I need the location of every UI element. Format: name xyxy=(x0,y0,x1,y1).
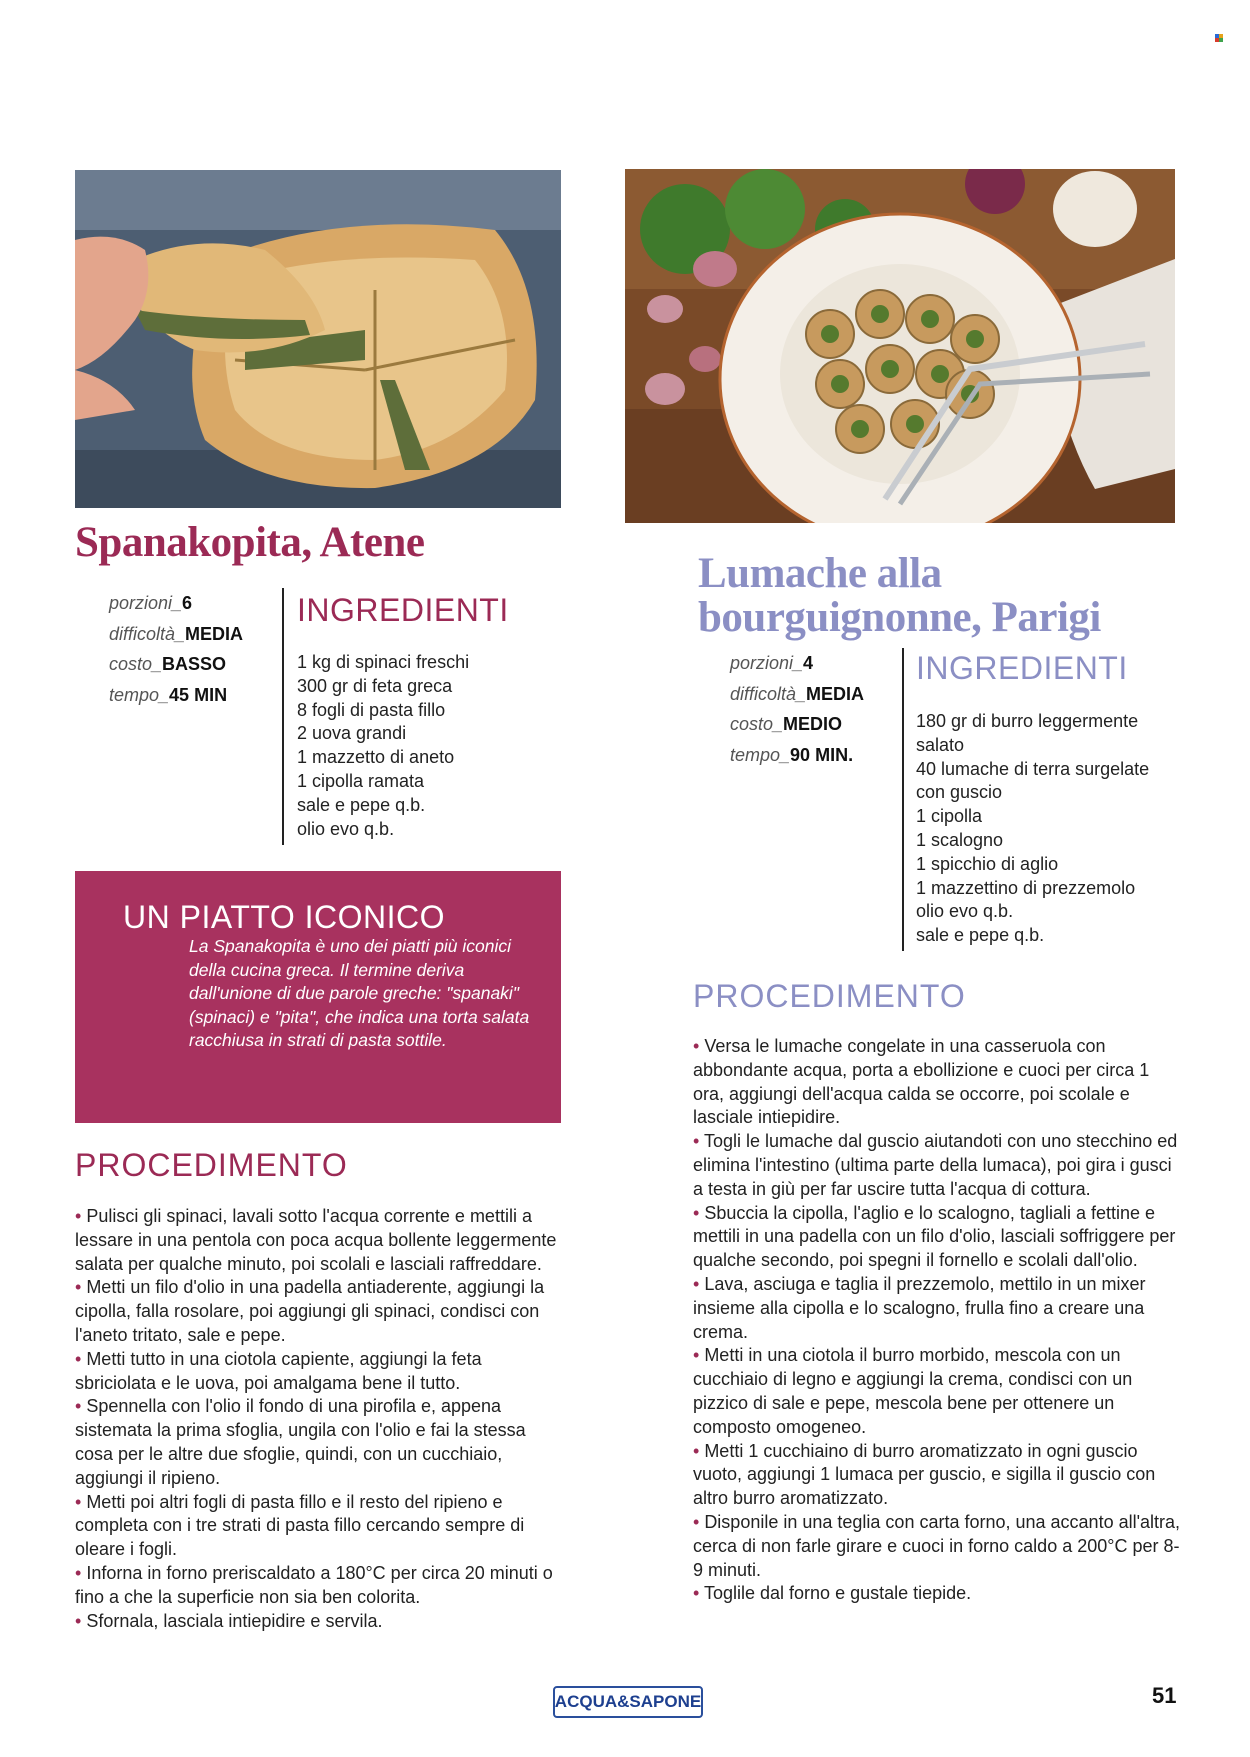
bullet-icon: • xyxy=(693,1036,705,1056)
procedure-step: • Toglile dal forno e gustale tiepide. xyxy=(693,1583,972,1604)
ingredient-item: olio evo q.b. xyxy=(916,901,1014,922)
bullet-icon: • xyxy=(693,1131,704,1152)
info-row-porzioni: porzioni_4 xyxy=(730,653,814,673)
bullet-icon: • xyxy=(693,1345,705,1366)
bullet-icon: • xyxy=(75,1348,87,1369)
ingredient-item: salato xyxy=(916,734,965,755)
ingredient-item: sale e pepe q.b. xyxy=(916,925,1045,946)
procedure-step: • Sfornala, lasciala intiepidire e servila. xyxy=(75,1610,383,1631)
left-procedure-list xyxy=(75,1205,565,1633)
bullet-icon: • xyxy=(693,1273,705,1294)
bullet-icon: • xyxy=(75,1610,87,1631)
procedure-step: • Togli le lumache dal guscio aiutandoti con uno stecchino ed elimina l'intestino (ultima parte della lumaca), poi gira i gusci a testa in giù per far uscire tutta l'acqua di cottura. xyxy=(693,1131,1178,1199)
right-ingredients-list xyxy=(916,710,1149,948)
right-procedure-list xyxy=(693,1035,1183,1606)
info-row-difficolta: difficoltà_MEDIA xyxy=(730,683,865,704)
ingredient-item: 1 scalogno xyxy=(916,829,1004,850)
bullet-icon: • xyxy=(75,1562,87,1583)
right-recipe-info xyxy=(730,648,864,770)
ingredient-item: 1 cipolla ramata xyxy=(297,770,425,791)
procedure-step: • Lava, asciuga e taglia il prezzemolo, mettilo in un mixer insieme alla cipolla e lo scalogno, frulla fino a creare una crema. xyxy=(693,1273,1146,1342)
left-ingredients-divider xyxy=(282,588,284,845)
right-ingredients-heading: INGREDIENTI xyxy=(916,650,1128,686)
bullet-icon: • xyxy=(693,1440,705,1461)
right-procedure-heading: PROCEDIMENTO xyxy=(693,978,966,1014)
ingredient-item: 180 gr di burro leggermente xyxy=(916,711,1139,731)
ingredient-item: 300 gr di feta greca xyxy=(297,675,453,696)
left-recipe-title: Spanakopita, Atene xyxy=(75,519,425,566)
ingredient-item: 1 cipolla xyxy=(916,806,983,827)
right-title-line-2: bourguignonne, Parigi xyxy=(698,594,1101,641)
lumache-photo xyxy=(625,169,1175,523)
left-procedure-heading: PROCEDIMENTO xyxy=(75,1147,348,1183)
procedure-step: • Pulisci gli spinaci, lavali sotto l'acqua corrente e mettili a lessare in una pentola con poca acqua bollente leggermente salata per qualche minuto, poi scolali e lasciali raffreddare. xyxy=(75,1206,557,1274)
procedure-step: • Inforna in forno preriscaldato a 180°C per circa 20 minuti o fino a che la superficie non sia ben colorita. xyxy=(75,1562,553,1607)
bullet-icon: • xyxy=(75,1491,87,1512)
bullet-icon: • xyxy=(693,1202,705,1223)
info-row-costo: costo_BASSO xyxy=(109,654,227,674)
iconic-dish-box xyxy=(75,871,561,1123)
ingredient-item: 1 kg di spinaci freschi xyxy=(297,652,470,672)
right-recipe-title xyxy=(698,552,1198,640)
info-row-tempo: tempo_90 MIN. xyxy=(730,744,854,765)
bullet-icon: • xyxy=(75,1277,87,1298)
procedure-step: • Metti 1 cucchiaino di burro aromatizzato in ogni guscio vuoto, aggiungi 1 lumaca per guscio, e sigilla il guscio con altro burro aromatizzato. xyxy=(693,1440,1156,1509)
procedure-step: • Sbuccia la cipolla, l'aglio e lo scalogno, tagliali a fettine e mettili in una padella con un filo d'olio, lasciali soffriggere per qualche secondo, poi spegni il fornello e scolali dall'olio. xyxy=(693,1202,1176,1271)
procedure-step: • Versa le lumache congelate in una casseruola con abbondante acqua, porta a ebollizione e cuoci per circa 1 ora, aggiungi dell'acqua calda se occorre, poi scolale e lasciale intiepidire. xyxy=(693,1036,1150,1128)
info-row-porzioni: porzioni_6 xyxy=(109,593,193,613)
procedure-step: • Spennella con l'olio il fondo di una pirofila e, appena sistemata la prima sfoglia, ungila con l'olio e fai la stessa cosa per le altre due sfoglie, quindi, con un cucchiaio, aggiungi il ripieno. xyxy=(75,1396,526,1488)
ingredient-item: 1 mazzettino di prezzemolo xyxy=(916,877,1136,898)
iconic-dish-title: UN PIATTO ICONICO xyxy=(123,899,445,935)
acqua-sapone-logo xyxy=(553,1686,703,1718)
bullet-icon: • xyxy=(693,1511,705,1532)
procedure-step: • Metti un filo d'olio in una padella antiaderente, aggiungi la cipolla, falla rosolare, poi aggiungi gli spinaci, condisci con l'aneto tritato, sale e pepe. xyxy=(75,1277,545,1345)
iconic-dish-text: La Spanakopita è uno dei piatti più iconici della cucina greca. Il termine deriva dall'unione di due parole greche: "spanaki" (spinaci) e "pita", che indica una torta salata racchiusa in strati di pasta sottile. xyxy=(189,936,530,1051)
procedure-step: • Metti poi altri fogli di pasta fillo e il resto del ripieno e completa con i tre strati di pasta fillo cercando sempre di oleare i fogli. xyxy=(75,1491,525,1560)
info-row-tempo: tempo_45 MIN xyxy=(109,684,228,705)
logo-text: ACQUA&SAPONE xyxy=(554,1692,702,1711)
ingredient-item: olio evo q.b. xyxy=(297,818,395,839)
bullet-icon: • xyxy=(75,1396,87,1417)
ingredient-item: 1 spicchio di aglio xyxy=(916,853,1059,874)
ingredient-item: 1 mazzetto di aneto xyxy=(297,747,455,768)
info-row-costo: costo_MEDIO xyxy=(730,714,843,734)
left-ingredients-list xyxy=(297,651,469,841)
right-title-line-1: Lumache alla xyxy=(698,550,942,597)
ingredient-item: 40 lumache di terra surgelate xyxy=(916,758,1150,779)
procedure-step: • Metti tutto in una ciotola capiente, aggiungi la feta sbriciolata e le uova, poi amalgama bene il tutto. xyxy=(75,1348,482,1393)
left-recipe-info xyxy=(109,588,243,710)
bullet-icon: • xyxy=(693,1583,704,1604)
corner-color-mark xyxy=(1215,34,1223,42)
bullet-icon: • xyxy=(75,1206,87,1226)
right-ingredients-divider xyxy=(902,648,904,951)
ingredient-item: sale e pepe q.b. xyxy=(297,794,426,815)
ingredient-item: con guscio xyxy=(916,782,1003,803)
ingredient-item: 8 fogli di pasta fillo xyxy=(297,699,446,720)
ingredient-item: 2 uova grandi xyxy=(297,723,407,744)
left-ingredients-heading: INGREDIENTI xyxy=(297,592,509,628)
procedure-step: • Disponile in una teglia con carta forno, una accanto all'altra, cerca di non farle girare e cuoci in forno caldo a 200°C per 8-9 minuti. xyxy=(693,1511,1181,1580)
page-number: 51 xyxy=(1152,1683,1177,1708)
info-row-difficolta: difficoltà_MEDIA xyxy=(109,623,244,644)
procedure-step: • Metti in una ciotola il burro morbido, mescola con un cucchiaio di legno e aggiungi la crema, condisci con un pizzico di sale e pepe, mescola bene per ottenere un composto omogeneo. xyxy=(693,1345,1133,1437)
spanakopita-photo xyxy=(75,170,561,508)
